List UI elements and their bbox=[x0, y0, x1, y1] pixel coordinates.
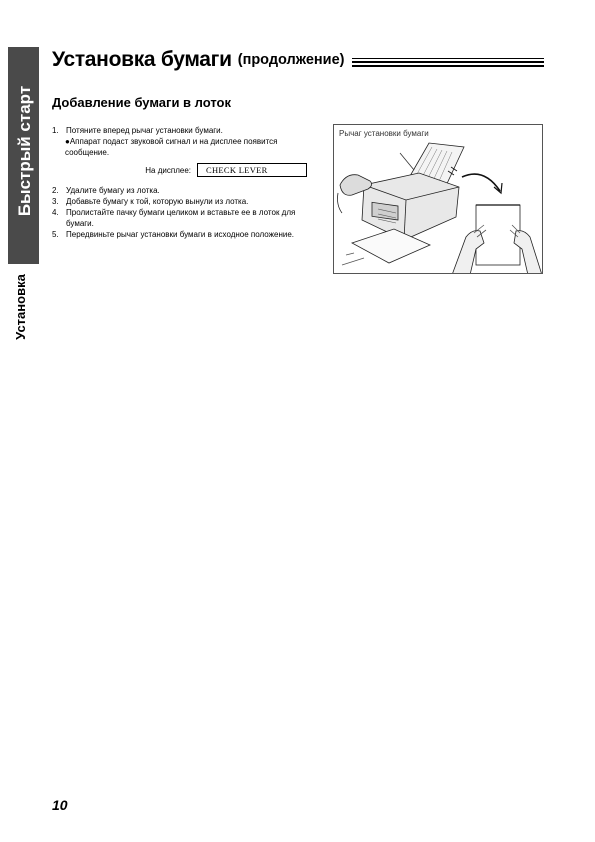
side-tab-label: Быстрый старт bbox=[15, 85, 34, 217]
step-text: Добавьте бумагу к той, которую вынули из лотка. bbox=[66, 197, 249, 206]
step-number: 1. bbox=[52, 126, 59, 135]
step-note: ●Аппарат подаст звуковой сигнал и на дисплее появится сообщение. bbox=[65, 137, 278, 157]
fax-illustration bbox=[333, 124, 543, 274]
title-rule bbox=[352, 58, 544, 67]
fax-machine-drawing bbox=[334, 125, 543, 274]
step-number: 2. bbox=[52, 186, 59, 195]
display-readout bbox=[52, 163, 307, 177]
step-text: Удалите бумагу из лотка. bbox=[66, 186, 160, 195]
step-item bbox=[52, 207, 307, 229]
page-number: 10 bbox=[52, 797, 68, 813]
step-text: Потяните вперед рычаг установки бумаги. bbox=[66, 126, 223, 135]
figure-caption: Рычаг установки бумаги bbox=[339, 129, 429, 138]
side-section-label: Установка bbox=[13, 274, 28, 340]
step-item bbox=[52, 125, 307, 136]
step-item bbox=[52, 185, 307, 196]
step-text: Пролистайте пачку бумаги целиком и вставьте ее в лоток для бумаги. bbox=[66, 208, 296, 228]
page-title-main: Установка бумаги bbox=[52, 48, 232, 71]
step-text: Передвиньте рычаг установки бумаги в исходное положение. bbox=[66, 230, 295, 239]
section-heading: Добавление бумаги в лоток bbox=[52, 95, 232, 110]
step-number: 4. bbox=[52, 208, 59, 217]
step-item bbox=[52, 196, 307, 207]
steps-list bbox=[52, 125, 307, 240]
display-label: На дисплее: bbox=[145, 165, 191, 175]
step-item bbox=[52, 229, 307, 240]
page-title-sub: (продолжение) bbox=[237, 52, 345, 68]
step-number: 5. bbox=[52, 230, 59, 239]
display-message: CHECK LEVER bbox=[197, 163, 307, 177]
step-number: 3. bbox=[52, 197, 59, 206]
page-title bbox=[52, 46, 544, 74]
